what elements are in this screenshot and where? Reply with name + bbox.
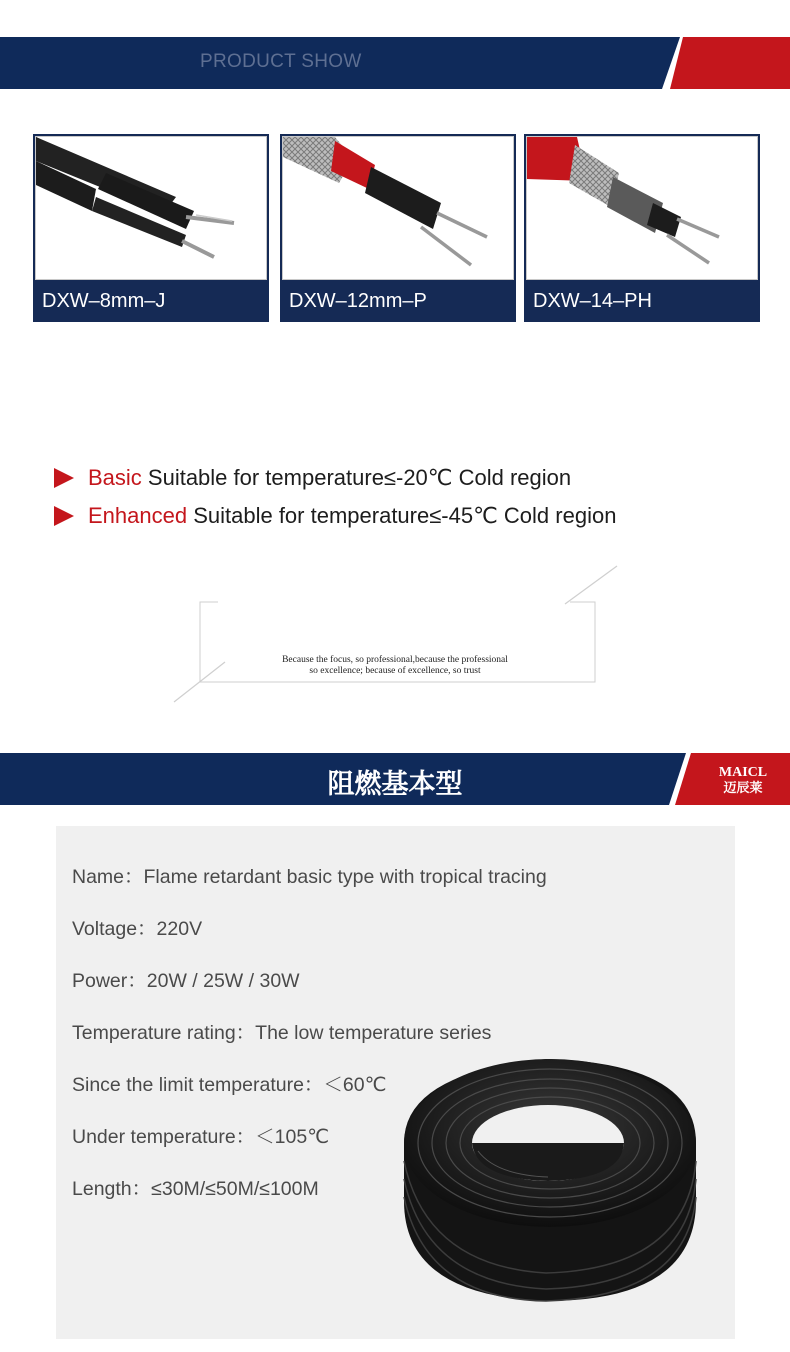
brand-name-en: MAICL [718, 765, 768, 780]
spec-voltage: Voltage：220V [72, 918, 203, 940]
spec-panel [56, 826, 735, 1339]
cable-coil-image [396, 1051, 702, 1311]
spec-limit-temperature: Since the limit temperature：＜60℃ [72, 1074, 387, 1096]
slogan-text [200, 655, 590, 677]
product-label-1: DXW–8mm–J [42, 290, 166, 312]
section-title: 阻燃基本型 [327, 769, 463, 800]
spec-under-temperature: Under temperature：＜105℃ [72, 1126, 330, 1148]
feature-text: Suitable for temperature≤-45℃ Cold region [187, 503, 617, 528]
product-card-3[interactable] [524, 134, 760, 322]
feature-text: Suitable for temperature≤-20℃ Cold region [141, 465, 572, 490]
product-label-3: DXW–14–PH [533, 290, 652, 312]
product-image-2 [282, 136, 514, 280]
triangle-bullet-icon [54, 468, 74, 488]
section-banner [0, 753, 790, 805]
spec-temperature-rating: Temperature rating：The low temperature series [72, 1022, 492, 1044]
feature-enhanced [54, 503, 616, 529]
feature-keyword: Enhanced [88, 503, 188, 528]
brand-logo [712, 765, 774, 797]
product-card-1[interactable] [33, 134, 269, 322]
slogan-line-2: so excellence; because of excellence, so trust [309, 666, 481, 676]
banner-title: PRODUCT SHOW [200, 51, 362, 72]
spec-length: Length：≤30M/≤50M/≤100M [72, 1178, 319, 1200]
product-card-2[interactable] [280, 134, 516, 322]
product-show-banner [0, 37, 790, 89]
product-image-1 [35, 136, 267, 280]
spec-power: Power：20W / 25W / 30W [72, 970, 300, 992]
banner-background [0, 37, 790, 89]
triangle-bullet-icon [54, 506, 74, 526]
feature-keyword: Basic [88, 465, 142, 490]
feature-basic [54, 465, 571, 491]
brand-name-cn: 迈辰莱 [723, 781, 763, 796]
spec-name: Name：Flame retardant basic type with tropical tracing [72, 866, 547, 888]
slogan-line-1: Because the focus, so professional,because the professional [282, 655, 508, 665]
product-image-3 [526, 136, 758, 280]
product-label-2: DXW–12mm–P [289, 290, 427, 312]
slogan-frame [170, 562, 620, 707]
